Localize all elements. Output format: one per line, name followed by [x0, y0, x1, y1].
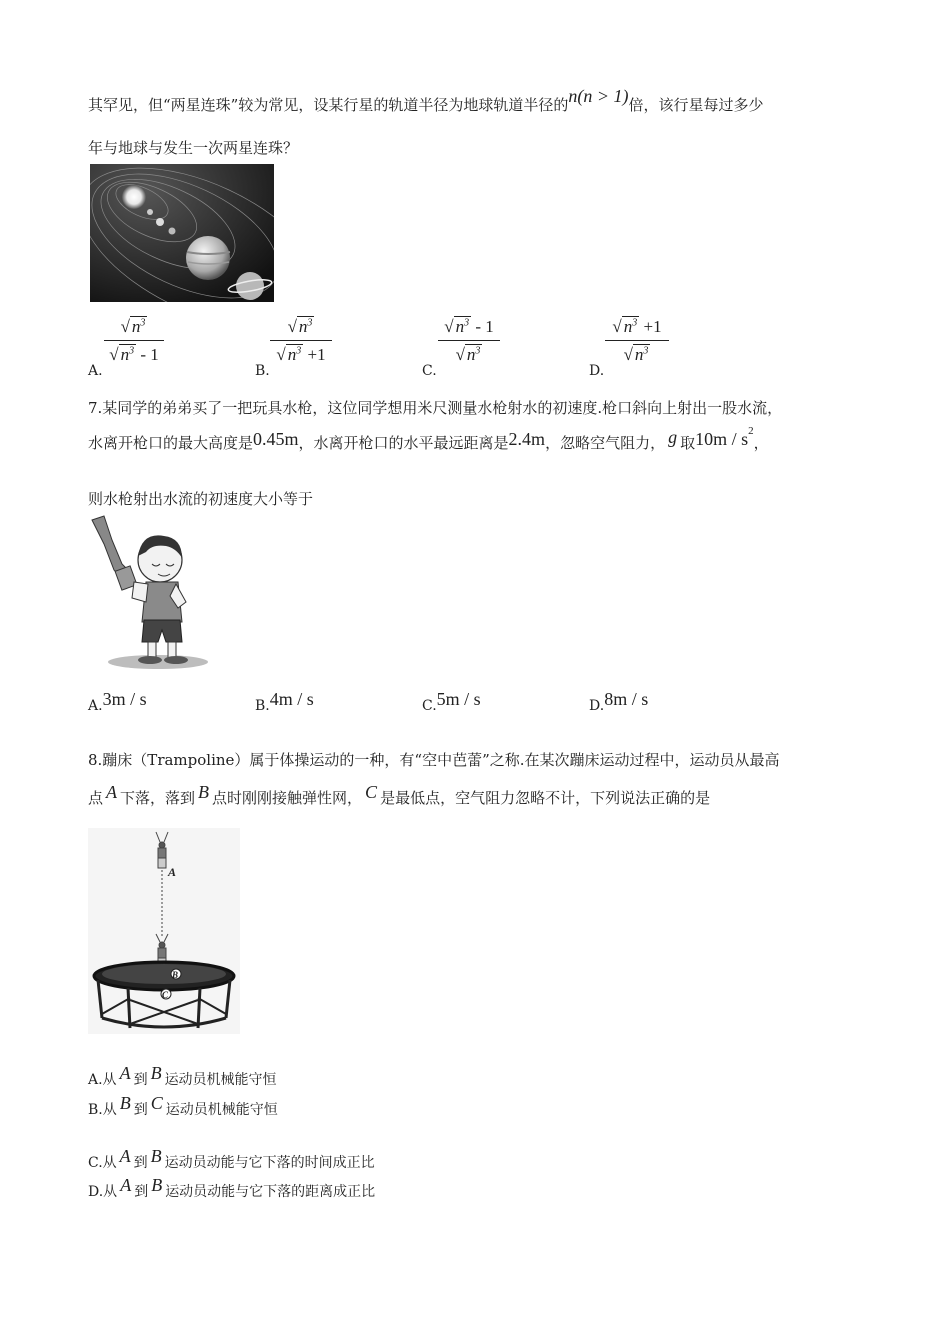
q6-option-a-fraction: √ $n^3$ √ $n^3 - 1$	[104, 316, 164, 365]
solar-system-image	[90, 164, 274, 302]
q6-option-b-label: B.	[255, 363, 270, 379]
q7-option-a: A.3m / s	[88, 689, 147, 714]
q6-option-d-label: D.	[589, 363, 605, 379]
q6-text-end: 倍，该行星每过多少	[628, 96, 764, 114]
q7-line1: 7.某同学的弟弟买了一把玩具水枪，这位同学想用米尺测量水枪射水的初速度.枪口斜向上射出一股水流，	[88, 399, 783, 417]
q8-option-a: A.从 A 到 B 运动员机械能守恒	[88, 1063, 277, 1088]
q6-option-c-label: C.	[422, 363, 437, 379]
q6-option-d-fraction: √ $n^3 +1$ √ $n^3$	[605, 316, 669, 365]
q6-text: 其罕见，但“两星连珠”较为常见，设某行星的轨道半径为地球轨道半径的	[88, 96, 569, 114]
q8-option-b: B.从 B 到 C 运动员机械能守恒	[88, 1093, 278, 1118]
q7-g-value: 10m / s	[695, 429, 749, 449]
svg-text:C: C	[162, 990, 169, 1000]
boy-water-gun-image	[86, 512, 212, 674]
q7-line2: 水离开枪口的最大高度是0.45m，水离开枪口的水平最远距离是2.4m，忽略空气阻力， g 取$10m / s^2$，	[88, 425, 769, 452]
q7-g-symbol: g	[668, 427, 678, 447]
q8-line1: 8.蹦床（Trampoline）属于体操运动的一种，有“空中芭蕾”之称.在某次蹦床运动过程中，运动员从最高	[88, 751, 780, 769]
q6-option-a-label: A.	[88, 363, 103, 379]
q8-line2: 点 A 下落，落到 B 点时刚刚接触弹性网， C 是最低点，空气阻力忽略不计，下列说法正确的是	[88, 782, 711, 807]
svg-text:B: B	[172, 970, 179, 980]
trampoline-figure	[88, 828, 240, 1034]
q7-height-value: 0.45m	[253, 429, 299, 449]
q7-option-c: C.5m / s	[422, 689, 481, 714]
q7-distance-value: 2.4m	[508, 429, 546, 449]
q8-option-c: C.从 A 到 B 运动员动能与它下落的时间成正比	[88, 1146, 375, 1171]
q6-ratio-math: n(n > 1)	[568, 86, 629, 106]
q7-option-b: B.4m / s	[255, 689, 314, 714]
svg-text:A: A	[168, 865, 177, 879]
q7-option-d: D.8m / s	[589, 689, 649, 714]
q8-option-d: D.从 A 到 B 运动员动能与它下落的距离成正比	[88, 1175, 376, 1200]
q6-line1	[88, 86, 764, 115]
q6-option-b-fraction: √ $n^3$ √ $n^3 +1$	[270, 316, 332, 365]
q7-line3: 则水枪射出水流的初速度大小等于	[88, 490, 314, 508]
q6-option-c-fraction: √ $n^3 - 1$ √ $n^3$	[438, 316, 500, 365]
q6-line2: 年与地球与发生一次两星连珠？	[88, 139, 299, 157]
